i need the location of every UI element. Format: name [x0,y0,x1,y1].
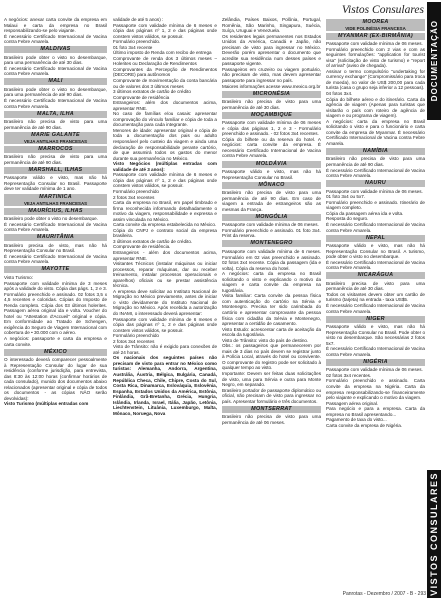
paragraph: Brasileiro precisa de visto para uma permanência de até 30 dias. [326,280,425,292]
country-heading-nigeria: NIGÉRIA [326,359,425,366]
country-heading-niger: NIGER [326,316,425,323]
country-heading-montenegro: MONTENEGRO [222,240,321,247]
paragraph: Formulário preenchido com 2 vias e com as seguintes formulações: "application for tourist visa" (solicitação de visto de turismo) e "report of arrival" (aviso de chegada). [326,46,425,69]
paragraph: validade de até 5 anos) : [113,17,164,22]
paragraph: Visto Estudo: acrescentar carta de aceitação da escola da Iugoslávia. [222,326,321,338]
paragraph: Importante: Devem ser feitas duas solicitações de visto, uma para Sérvia e outra para Monte Negro, em separado. [222,370,321,388]
country-heading-nepal: NEPAL [326,235,425,242]
paragraph: Formulário preenchido e assinado. 02 fotos 3,5 x 4,5 recentes e coloridas. Cópias do Imposto de Renda completo. Cópia dos 03 últimos holerites. Passagem aérea original ida e volta. Voucher do hotel ou "Attestation d'Accueil" original e cópia. Em conformidade ao Tratado de Schengen, exigência do Seguro de Viagem Internacional com cobertura de • 30.000 com o aéreo. [4,291,107,336]
paragraph: Cópia do CNPJ e contrato social da empresa brasileira. [113,227,217,239]
paragraph: Resposta do seguro. [326,216,369,222]
paragraph: A empresa deve solicitar ao Instituto Nacional de Migração no México previamente, antes de iniciar o visto devidamente do Instituto Nacional de Migração no México. Após recebida a autorização do INAMI, o interessado deverá apresentar: [113,288,217,316]
text-column-1 [4,17,107,589]
text-column-3 [222,17,321,589]
paragraph: Brasileiro não precisa de visto para uma permanência de até 90 dias. [326,156,425,168]
paragraph: Comprovante de residência [113,94,170,100]
paragraph: Brasileiro portador de passaporte diplomático ou oficial, não precisam de visto para ingressar no país. Apresentar formulário e três documentos. [222,387,321,404]
paragraph: Obs.: os passageiros que permanecerem por mais de 3 dias no país devem se registrar junto à Polícia Local, através do hotel ou convivente. O comprovante do registro pode ser solicitado à qualquer tempo ao visto. [222,343,321,371]
paragraph: Passagem aérea original. [326,400,379,406]
paragraph: Brasileiro precisa de visto, mas não há Representação Consular no Brasil. [4,242,107,254]
paragraph: Passaporte com validade mínima de 06 meses. [326,41,423,47]
paragraph: Passaporte com validade mínima de 06 meses. [326,188,423,194]
vaccine-note: É necessário Certificado Internacional de Vacina contra Febre Amarela. [326,167,425,179]
paragraph: 01 foto 3x4 ou 5x7. [326,194,366,200]
paragraph: Maiores informações acesse www.mexico.org.br [222,83,321,89]
paragraph: 3 últimos extratos de cartão de crédito. [113,238,193,244]
country-heading-nicaragua: NICARÁGUA [326,272,425,279]
paragraph: Comprovante de renda dos 3 últimos meses – Holerites ou Declaração de Rendimentos [113,55,217,67]
paragraph: Passaporte com validade mínima de 3 meses após a validade do visto. Cópia das págs. 1, 2 e 3. [4,280,107,292]
paragraph: Estrangeiros: além dos documentos acima, apresentar RNE. [113,100,217,111]
paragraph: Assinar o termo compulsório "undertaking for currency exchange" (Compromissário para troca de moeda), no valor de US$ 200,00 para cada turista (casa o grupo seja inferior a 12 pessoas). [326,68,425,91]
paragraph: Formulário preenchido [113,188,159,194]
section-rubric: Vistos Consulares [341,4,424,16]
paragraph: Brasileiro não precisa de visto para uma permanência de até 90 dias. [4,119,107,130]
country-heading-micronesia: MICRONÉSIA [222,91,321,98]
paragraph: Brasileiro não precisa de visto para uma permanência de até 06 meses. [222,414,321,425]
country-heading-mali: MALI [4,78,107,85]
vaccine-note: É necessário Certificado Internacional de Vacina contra Febre Amarela. [4,98,107,109]
paragraph: 2 fotos 3x4 recentes [113,194,155,200]
paragraph: Passaporte válido e visto, mas não há Representação Consular no Brasil. A turismo, pode obter o visto no desembarque. [326,243,425,260]
paragraph: Brasileiro não precisa de visto para uma permanência de até 90 dias. Em caso de viagem a entrada de estrangeiros são as mesmas da França. [222,190,321,212]
paragraph: 02 fotos 3x4 recentes. [326,372,372,378]
paragraph: 2 fotos 3x4 recentes [113,338,155,344]
paragraph: Passaporte com validade mínima de 06 meses. [326,367,423,373]
paragraph: Visto Turismo: [4,274,34,280]
country-heading-martinica: MARTINICA [4,194,107,201]
paragraph: Passaporte com validade mínima de 6 meses e cópia das páginas nº 1, 2 e das páginas onde constem vistos válidos, se possuir. [113,22,217,39]
country-heading-mayotte: MAYOTTE [4,266,107,273]
paragraph: Passaporte com validade mínima de 6 meses e cópia das páginas nº 1, 2 e das páginas onde constem vistos válidos, se possuir. [113,316,217,333]
paragraph: Formulário preenchido e assinado. 01 foto 3x4. Print da reserva. [222,227,321,239]
paragraph: Pagamento de taxa do visto... [326,417,387,423]
cross-reference: VIDE POLINÉSIA FRANCESA [326,26,425,32]
paragraph: A negócios: carta da empresa no Brasil solicitando o visto e explicando o motivo da viagem e carta convite da empresa na Iugoslávia. [222,271,321,293]
side-tab-vistos-consulares [427,470,441,598]
paragraph: Passaporte com validade mínima de 6 meses e cópia das páginas nº 1, 2 e das páginas onde constem vistos válidos, se possuir. [113,172,217,189]
paragraph: A negócios: anexar carta convite da empresa em Malaui e carta da empresa no Brasil responsabilizando-se pelo viajante. [4,17,107,34]
page-footer: Panrotas - Dezembro / 2007 - B - 293 [342,590,426,597]
vaccine-note: É necessário Certificado Internacional de Vacina contra Febre Amarela. [4,253,107,265]
paragraph: Zelândia, Países Baixos, Polônia, Portugal, Romênia, São Marinho, Singapura, Suécia, Suíça, Uruguai e Venezuela. [222,17,321,34]
cross-reference: VEJA ANTILHAS FRANCESAS [4,201,107,207]
paragraph: Comprovante de movimentação da conta bancária ou de valores dos 3 últimos meses [113,78,217,89]
side-tab-documentacao [427,2,441,120]
paragraph: Carta convite da empresa de Nigéria. [326,422,403,428]
vaccine-note: É necessário Certificado Internacional de Vacina contra Febre Amarela. [4,33,107,45]
country-heading-nauru: NAURU [326,180,425,187]
paragraph: Último imposto de Renda com recibo de entrega [113,50,212,56]
paragraph: A negócios: carta da empresa no Brasil solicitando o visto e para o funcionário e carta convite da empresa de Myanmar. É necessário Certificado Internacional de Vacina contra Febre Amarela. [326,118,425,146]
paragraph: Cópia da passagem aérea ida e volta. [326,210,404,216]
paragraph: Formulário preenchido e assinado. Itinerário de viagem completo. [326,199,425,211]
paragraph: O interessado deverá comparecer pessoalmente à Representação Consular do lugar de sua residência (conforme jurisdição, para entrevista, das 8:30 às 12:00 horas (confirmar horários de cada consulado), munido dos documentos abaixo relacionados (apresentar original e cópia de todos os documentos - as cópias NÃO serão devolvidas): [4,357,107,401]
paragraph: No caso de famílias e/ou casais: apresentar comprovação do vínculo familiar e cópia de toda a documentação para cada integrante. [113,111,217,128]
country-heading-namibia: NAMÍBIA [326,148,425,155]
side-tab-label: VISTOS CONSULARES [429,472,439,596]
country-heading-monaco: MÔNACO [222,182,321,189]
paragraph: A negócios: passaporte e carta da empresa e carta convite. [4,335,107,347]
paragraph: Passaporte válido e visto, mas não há Representação Consular no Brasil. Passaporte deve ter validade mínima de 1 ano. [4,175,107,192]
country-heading-mongolia: MONGÓLIA [222,214,321,221]
paragraph: Os nacionais dos seguintes países não precisam de visto para entrar no México como turistas: Alemanha, Andorra, Argentina, Austrália, Áustria, Bélgica, Bulgária, Canadá, República Checa, Chile, Chipre, Costa do Sul, Costa Rica, Dinamarca, Eslováquia, Eslovênia, Espanha, Estados Unidos da América, Estônia, Finlândia, Grã-Bretanha, Grécia, Hungria, Islândia, Irlanda, Israel, Itália, Japão, Letônia, Liechtenstein, Lituânia, Luxemburgo, Malta, Mônaco, Noruega, Nova [113,355,217,416]
paragraph: Formulário preenchido [113,333,159,339]
vaccine-note: É necessário Certificado Internacional de Vacina contra Febre Amarela. [326,259,425,271]
paragraph: Comprovante de residência. [113,244,171,250]
paragraph: Passaporte com validade mínima de 6 meses. Formulário em 02 vias preenchido e assinado. 02 fotos 3x4 recente. Cópia da passagem (ida e volta). Cópia da reserva do hotel. [222,248,321,271]
vaccine-note: É necessário Certificado Internacional de Vacina contra Febre Amarela. [326,346,425,357]
country-heading-mauricius: MAURÍCIUS, ILHAS [4,208,107,215]
paragraph: Visto de Trânsito: visto do país de destino. [222,337,309,343]
paragraph: Cópia do bilhete aéreo e do itinerário. Carta da agência de viagem (Apenas para turistas que visitarão o país com roteiro de agência de viagem e ou programa de viagem). [326,96,425,119]
country-heading-marrocos: MARROCOS [4,146,107,153]
paragraph: Menores de idade: apresentar original e cópia de toda a documentação dos pais ou adulto responsável pelo custeio da viagem e ainda uma declaração de responsabilidade perante cartório, de que assumirá todos os gastos do menor durante sua permanência no México. [113,127,217,161]
country-heading-marie-galante: MARIE GALANTE [4,132,107,139]
paragraph: 04 fotos 3x4. [326,91,353,97]
vaccine-note: É necessário Certificado Internacional de Vacina contra Febre Amarela. [326,302,425,314]
country-heading-moldavia: MOLDÁVIA [222,161,321,168]
paragraph: Brasileiro pode obter o visto no desembarque, para uma permanência de até 90 dias. [4,86,107,98]
vaccine-note: É necessário Certificado Internacional de Vacina contra Febre Amarela. [4,65,107,77]
paragraph: Visto Turismo (múltiplas entradas com [4,401,89,407]
paragraph: Visita familiar: Carta convite da pessoa física com autenticação do cartório na Sérvia e Montenegro. Precisa ter sido carimbada do cartório e apresentar comprovante da pessoa física com cidadão da Sérvia e Montenegro, apresentar a certidão de casamento. [222,293,321,327]
paragraph: Passaporte válido e visto, mas não há Representação Consular no Brasil. Pode obter o visto no desembarque. São necessárias 2 fotos 5x7. [326,324,425,346]
country-heading-malta: MALTA, ILHA [4,111,107,118]
paragraph: Visto de Trânsito: não é exigido para conexões de até 24 horas. [113,344,217,355]
paragraph: Carta da empresa no Brasil, em papel timbrado e firma reconhecida informando detalhadamente o motivo da viagem, responsabilidade e expressa e assim vinculada no México. [113,200,217,222]
paragraph: Visitantes Técnicos (instalar máquinas ou iniciar processos, reparar máquinas, dar ou receber treinamento, instalar processos operacionais e aparelhos) oficiais ou se prestar assistência técnica. [113,261,217,289]
country-heading-mexico: MÉXICO [4,349,107,356]
side-tab-label: DOCUMENTAÇÃO [429,20,439,102]
country-heading-maldivas: MALDIVAS [4,46,107,53]
vaccine-note: É necessário Certificado Internacional de Vacina contra Febre Amarela. [326,221,425,233]
paragraph: Brasileiro pode obter o visto no desembarque. [4,216,98,222]
paragraph: Estrangeiros - além dos documentos acima, apresentar RNE. [113,249,217,261]
paragraph: Cópia do bilhete ou da reserva do hotel. A negócios: carta convite da empresa. É necessário Certificado Internacional de Vacina contra Febre Amarela. [222,136,321,159]
country-heading-montserrat: MONTSERRAT [222,406,321,413]
cross-reference: VEJA ANTILHAS FRANCESAS [4,139,107,145]
text-column-2 [113,17,217,589]
paragraph: 3 últimos extratos de cartão de crédito [113,89,191,95]
country-heading-mauritania: MAURITÂNIA [4,234,107,241]
paragraph: Brasileiro não precisa de visto para uma permanência de até 30 dias. [222,99,321,110]
paragraph: Passageiros em cruzeiro ou viagem portuário, não precisam de visto, mas devem apresentar passaporte para ingressar no país. [222,66,321,84]
paragraph: Passaporte com validade mínima de 06 meses e cópia das páginas 1, 2 e 3 - Formulário preenchido e assinado. - 02 fotos 3x4 recentes. [222,120,321,137]
paragraph: Visto Negócios (múltiplas entradas com validade de até 3 anos): [113,161,217,172]
paragraph: Formulário preenchido e assinado. Carta convite da empresa na Nigéria. Carta da empresa responsabilizando-se financeiramente pelo viajante e explicando o motivo da viagem. [326,378,425,401]
text-column-4 [326,17,425,589]
paragraph: Todos os visitantes devem obter um cartão de turismo (tarjeta) na entrada - taxa US$5. [326,291,425,303]
country-heading-myanmar: MYANMAR (EX-BIRMÂNIA) [326,33,425,40]
paragraph: Comprovantes da Percepção de Rendimentos (DECORE) para autônomos [113,66,217,78]
paragraph: Carta convite da empresa estabelecida no México. [113,222,217,228]
paragraph: 01 foto 3x4 recente [113,44,153,50]
vaccine-note: É necessário Certificado Internacional de Vacina contra Febre Amarela. [4,221,107,233]
paragraph: Brasileiro não precisa de visto para uma permanência de até 90 dias. [4,154,107,165]
paragraph: Formulário preenchido. [113,39,161,45]
paragraph: Passaporte válido e visto, mas não há Representação Consular no Brasil. [222,169,321,180]
country-heading-moorea: MOOREA [326,19,425,26]
country-heading-mocambique: MOÇAMBIQUE [222,112,321,119]
paragraph: Para negócio e para a empresa. Carta da empresa no Brasil apresentando... [326,406,425,417]
paragraph: Passaporte com validade mínima de 06 meses. [222,222,319,228]
paragraph: Brasileiro pode obter o visto no desembarque, para uma permanência de até 30 dias. [4,54,107,66]
paragraph: Os residentes legais permanentes nos Estados Unidos da América, Canadá e Japão, não precisam de visto para ingressar no México. Deverão porém apresentar o documento que acredite sua residência num desses países e passaporte vigente. [222,33,321,67]
country-heading-marshall: MARSHALL, ILHAS [4,167,107,174]
